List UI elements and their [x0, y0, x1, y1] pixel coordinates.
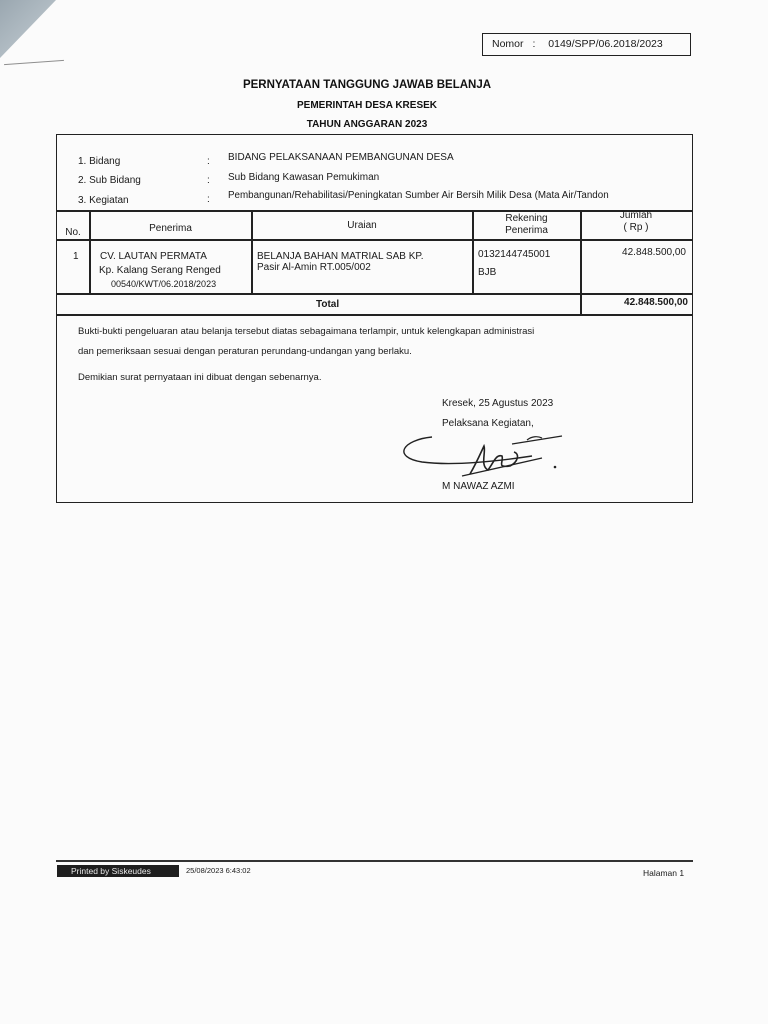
document-number-box	[482, 33, 691, 56]
header-rekening-1: Rekening	[505, 213, 548, 224]
info-subbidang-value: Sub Bidang Kawasan Pemukiman	[228, 172, 380, 183]
statement-line-2: dan pemeriksaan sesuai dengan peraturan perundang-undangan yang berlaku.	[78, 346, 412, 357]
row-penerima-name: CV. LAUTAN PERMATA	[100, 251, 207, 262]
nomor-value: 0149/SPP/06.2018/2023	[548, 38, 663, 50]
info-kegiatan-label: 3. Kegiatan	[78, 195, 129, 206]
row-uraian-2: Pasir Al-Amin RT.005/002	[257, 262, 371, 273]
header-jumlah-1: Jumlah	[619, 210, 653, 221]
page-fold-corner	[0, 0, 56, 58]
info-kegiatan-colon: :	[207, 194, 210, 205]
info-subbidang-colon: :	[207, 175, 210, 186]
header-penerima: Penerima	[149, 223, 192, 234]
row-no: 1	[73, 251, 79, 262]
row-penerima-ref: 00540/KWT/06.2018/2023	[111, 279, 217, 289]
info-bidang-label: 1. Bidang	[78, 156, 121, 167]
signer-role: Pelaksana Kegiatan,	[442, 418, 534, 429]
header-uraian: Uraian	[347, 220, 377, 231]
info-bidang-colon: :	[207, 156, 210, 167]
total-value: 42.848.500,00	[624, 297, 688, 308]
row-jumlah: 42.848.500,00	[622, 247, 686, 258]
place-date: Kresek, 25 Agustus 2023	[442, 398, 554, 409]
page-number: Halaman 1	[643, 868, 685, 878]
printed-timestamp: 25/08/2023 6:43:02	[186, 866, 251, 875]
row-rekening-number: 0132144745001	[478, 249, 551, 260]
handwritten-signature	[392, 432, 572, 482]
nomor-label: Nomor	[492, 38, 524, 50]
statement-line-1: Bukti-bukti pengeluaran atau belanja tersebut diatas sebagaimana terlampir, untuk kelengkapan administrasi	[78, 326, 535, 337]
signer-name: M NAWAZ AZMI	[442, 481, 515, 492]
info-subbidang-label: 2. Sub Bidang	[78, 175, 141, 186]
total-row-bottom	[56, 314, 693, 316]
total-label: Total	[316, 299, 340, 310]
header-jumlah-2: ( Rp )	[623, 222, 649, 233]
document-subtitle: PEMERINTAH DESA KRESEK	[296, 100, 437, 111]
printed-by-badge: Printed by Siskeudes	[57, 865, 179, 877]
row-penerima-address: Kp. Kalang Serang Renged	[99, 265, 221, 276]
row-rekening-bank: BJB	[478, 267, 497, 278]
row-uraian-1: BELANJA BAHAN MATRIAL SAB KP.	[257, 251, 424, 262]
document-title: PERNYATAAN TANGGUNG JAWAB BELANJA	[242, 79, 492, 91]
header-rekening-2: Penerima	[505, 225, 548, 236]
info-bidang-value: BIDANG PELAKSANAAN PEMBANGUNAN DESA	[228, 152, 454, 163]
header-no: No.	[65, 227, 81, 238]
document-year: TAHUN ANGGARAN 2023	[306, 119, 428, 130]
table-header-divider	[56, 239, 693, 241]
info-kegiatan-value: Pembangunan/Rehabilitasi/Peningkatan Sumber Air Bersih Milik Desa (Mata Air/Tandon	[228, 190, 609, 201]
total-row-top	[56, 293, 693, 295]
footer-rule	[56, 860, 693, 862]
nomor-colon: :	[532, 38, 536, 50]
scan-mark	[4, 60, 64, 65]
statement-line-3: Demikian surat pernyataan ini dibuat dengan sebenarnya.	[78, 372, 322, 383]
